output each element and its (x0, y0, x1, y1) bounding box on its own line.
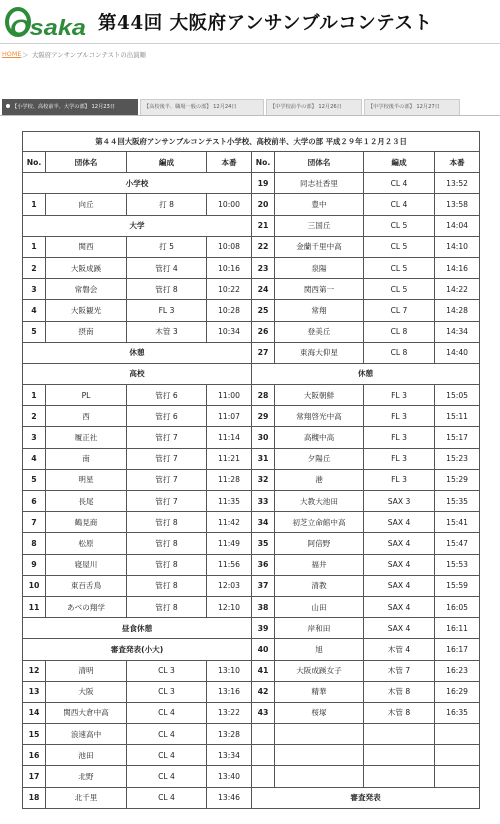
group-name: 長尾 (46, 491, 127, 512)
group-name: 豊中 (275, 194, 364, 215)
performance-time: 15:29 (435, 469, 480, 490)
entry-number: 10 (23, 575, 46, 596)
performance-time: 16:05 (435, 596, 480, 617)
osaka-logo[interactable] (4, 2, 90, 42)
group-name: 池田 (46, 745, 127, 766)
empty-cell (364, 745, 435, 766)
table-row (23, 300, 480, 321)
breadcrumb-home-link[interactable]: HOME (2, 50, 22, 58)
tab-label: 【小学校、高校前半、大学の部】 12月23日 (12, 104, 116, 110)
entry-number: 16 (23, 745, 46, 766)
formation: FL 3 (364, 469, 435, 490)
performance-time: 13:40 (207, 766, 252, 787)
group-name: 清明 (46, 660, 127, 681)
entry-number: 38 (252, 596, 275, 617)
group-name: 東海大仰星 (275, 342, 364, 363)
group-name: 桜塚 (275, 702, 364, 723)
group-name: 東百舌鳥 (46, 575, 127, 596)
group-name: 関西第一 (275, 279, 364, 300)
col-header-no: No. (252, 152, 275, 173)
site-title: 第44回 大阪府アンサンブルコンテスト (98, 13, 433, 34)
entry-number: 33 (252, 491, 275, 512)
performance-time: 13:28 (207, 724, 252, 745)
group-name: 履正社 (46, 427, 127, 448)
breadcrumb-current: 大阪府アンサンブルコンテストの出演順 (32, 51, 146, 59)
performance-time: 11:56 (207, 554, 252, 575)
formation: 木管 3 (127, 321, 207, 342)
table-row (23, 342, 480, 363)
table-row (23, 787, 480, 808)
group-name: 岸和田 (275, 618, 364, 639)
formation: 管打 8 (127, 533, 207, 554)
empty-cell (275, 745, 364, 766)
formation: CL 5 (364, 236, 435, 257)
entry-number: 18 (23, 787, 46, 808)
performance-time: 14:10 (435, 236, 480, 257)
table-row (23, 702, 480, 723)
group-name: 北野 (46, 766, 127, 787)
performance-time: 12:03 (207, 575, 252, 596)
formation: SAX 4 (364, 575, 435, 596)
formation: 管打 7 (127, 448, 207, 469)
entry-number: 22 (252, 236, 275, 257)
formation: 打 5 (127, 236, 207, 257)
formation: FL 3 (364, 385, 435, 406)
table-row (23, 533, 480, 554)
performance-time: 14:04 (435, 215, 480, 236)
site-header (0, 0, 500, 44)
table-row (23, 745, 480, 766)
formation: FL 3 (364, 427, 435, 448)
formation: 管打 8 (127, 512, 207, 533)
performance-time: 15:17 (435, 427, 480, 448)
performance-time: 15:11 (435, 406, 480, 427)
section-heading: 審査発表(小大) (23, 639, 252, 660)
group-name: 大阪成蹊 (46, 257, 127, 278)
formation: 管打 7 (127, 469, 207, 490)
formation: SAX 4 (364, 533, 435, 554)
table-row (23, 385, 480, 406)
table-row (23, 279, 480, 300)
performance-time: 13:46 (207, 787, 252, 808)
formation: CL 3 (127, 660, 207, 681)
entry-number: 1 (23, 194, 46, 215)
group-name: 大教大池田 (275, 491, 364, 512)
group-name: 港 (275, 469, 364, 490)
group-name: 常翔啓光中高 (275, 406, 364, 427)
performance-time: 11:21 (207, 448, 252, 469)
performance-time: 15:59 (435, 575, 480, 596)
table-row (23, 257, 480, 278)
tab-label: 【高校後半、職場一般の部】 12月24日 (144, 104, 237, 110)
table-row (23, 406, 480, 427)
table-row (23, 448, 480, 469)
entry-number: 35 (252, 533, 275, 554)
performance-time: 13:58 (435, 194, 480, 215)
group-name: 鶴見商 (46, 512, 127, 533)
group-name: 浪速高中 (46, 724, 127, 745)
group-name: 大阪成蹊女子 (275, 660, 364, 681)
group-name: PL (46, 385, 127, 406)
performance-time: 11:49 (207, 533, 252, 554)
formation: 木管 8 (364, 681, 435, 702)
entry-number: 5 (23, 321, 46, 342)
performance-time: 13:52 (435, 173, 480, 194)
group-name: 西 (46, 406, 127, 427)
section-heading: 休憩 (23, 342, 252, 363)
schedule-table (22, 131, 480, 809)
group-name: 常磐会 (46, 279, 127, 300)
group-name: 寝屋川 (46, 554, 127, 575)
group-name: 旭 (275, 639, 364, 660)
col-header-name: 団体名 (275, 152, 364, 173)
entry-number: 41 (252, 660, 275, 681)
empty-cell (435, 766, 480, 787)
entry-number: 23 (252, 257, 275, 278)
group-name: 精華 (275, 681, 364, 702)
group-name: 摂南 (46, 321, 127, 342)
tab-label: 【中学校後半の部】 12月27日 (368, 104, 440, 110)
group-name: 初芝立命館中高 (275, 512, 364, 533)
col-header-no: No. (23, 152, 46, 173)
table-row (23, 427, 480, 448)
formation: 管打 6 (127, 385, 207, 406)
empty-cell (275, 766, 364, 787)
empty-cell (435, 745, 480, 766)
table-row (23, 681, 480, 702)
table-row (23, 596, 480, 617)
formation: 管打 8 (127, 596, 207, 617)
section-heading: 休憩 (252, 363, 480, 384)
entry-number: 29 (252, 406, 275, 427)
entry-number: 39 (252, 618, 275, 639)
entry-number: 13 (23, 681, 46, 702)
group-name: 大阪朝鮮 (275, 385, 364, 406)
section-heading: 審査発表 (252, 787, 480, 808)
entry-number: 5 (23, 469, 46, 490)
formation: 管打 7 (127, 491, 207, 512)
group-name: 登美丘 (275, 321, 364, 342)
col-header-time: 本番 (435, 152, 480, 173)
group-name: 山田 (275, 596, 364, 617)
performance-time: 14:22 (435, 279, 480, 300)
performance-time: 16:35 (435, 702, 480, 723)
table-header-row (23, 152, 480, 173)
formation: CL 4 (127, 702, 207, 723)
entry-number: 6 (23, 491, 46, 512)
group-name: 向丘 (46, 194, 127, 215)
formation: CL 4 (127, 745, 207, 766)
formation: SAX 3 (364, 491, 435, 512)
empty-cell (252, 724, 275, 745)
formation: 管打 8 (127, 554, 207, 575)
group-name: 夕陽丘 (275, 448, 364, 469)
formation: CL 8 (364, 342, 435, 363)
table-row (23, 512, 480, 533)
entry-number: 17 (23, 766, 46, 787)
formation: CL 5 (364, 257, 435, 278)
formation: FL 3 (364, 406, 435, 427)
formation: CL 4 (127, 766, 207, 787)
group-name: 泉陽 (275, 257, 364, 278)
performance-time: 10:16 (207, 257, 252, 278)
empty-cell (364, 766, 435, 787)
section-heading: 大学 (23, 215, 252, 236)
empty-cell (435, 724, 480, 745)
tab-dec-26[interactable] (266, 99, 362, 115)
group-name: 金蘭千里中高 (275, 236, 364, 257)
formation: 管打 8 (127, 279, 207, 300)
entry-number: 3 (23, 427, 46, 448)
formation: 打 8 (127, 194, 207, 215)
empty-cell (252, 766, 275, 787)
performance-time: 10:00 (207, 194, 252, 215)
entry-number: 31 (252, 448, 275, 469)
section-heading: 小学校 (23, 173, 252, 194)
formation: 管打 6 (127, 406, 207, 427)
group-name: あべの翔学 (46, 596, 127, 617)
entry-number: 30 (252, 427, 275, 448)
performance-time: 14:40 (435, 342, 480, 363)
table-row (23, 660, 480, 681)
table-row (23, 724, 480, 745)
performance-time: 13:16 (207, 681, 252, 702)
performance-time: 15:41 (435, 512, 480, 533)
performance-time: 11:14 (207, 427, 252, 448)
tab-dec-24[interactable] (140, 99, 264, 115)
performance-time: 14:28 (435, 300, 480, 321)
entry-number: 2 (23, 257, 46, 278)
entry-number: 28 (252, 385, 275, 406)
group-name: 大阪観光 (46, 300, 127, 321)
formation: 管打 7 (127, 427, 207, 448)
formation: CL 8 (364, 321, 435, 342)
entry-number: 11 (23, 596, 46, 617)
entry-number: 4 (23, 300, 46, 321)
entry-number: 3 (23, 279, 46, 300)
performance-time: 16:11 (435, 618, 480, 639)
performance-time: 16:17 (435, 639, 480, 660)
formation: CL 4 (364, 173, 435, 194)
table-caption: 第４４回大阪府アンサンブルコンテスト小学校、高校前半、大学の部 平成２９年１２月２３日 (23, 132, 480, 152)
formation: SAX 4 (364, 596, 435, 617)
performance-time: 11:35 (207, 491, 252, 512)
formation: CL 3 (127, 681, 207, 702)
performance-time: 15:35 (435, 491, 480, 512)
entry-number: 24 (252, 279, 275, 300)
tab-label: 【中学校前半の部】 12月26日 (270, 104, 342, 110)
performance-time: 15:53 (435, 554, 480, 575)
performance-time: 11:07 (207, 406, 252, 427)
entry-number: 37 (252, 575, 275, 596)
table-row (23, 194, 480, 215)
formation: 木管 7 (364, 660, 435, 681)
table-row (23, 766, 480, 787)
entry-number: 9 (23, 554, 46, 575)
entry-number: 42 (252, 681, 275, 702)
performance-time: 16:29 (435, 681, 480, 702)
table-row (23, 491, 480, 512)
col-header-name: 団体名 (46, 152, 127, 173)
bullet-icon (6, 104, 10, 108)
table-row (23, 639, 480, 660)
entry-number: 21 (252, 215, 275, 236)
performance-time: 16:23 (435, 660, 480, 681)
performance-time: 10:28 (207, 300, 252, 321)
entry-number: 36 (252, 554, 275, 575)
formation: FL 3 (127, 300, 207, 321)
formation: SAX 4 (364, 554, 435, 575)
entry-number: 15 (23, 724, 46, 745)
col-header-time: 本番 (207, 152, 252, 173)
entry-number: 32 (252, 469, 275, 490)
entry-number: 8 (23, 533, 46, 554)
performance-time: 10:22 (207, 279, 252, 300)
formation: SAX 4 (364, 618, 435, 639)
tab-dec-27[interactable] (364, 99, 460, 115)
formation: 管打 8 (127, 575, 207, 596)
formation: CL 4 (364, 194, 435, 215)
entry-number: 1 (23, 236, 46, 257)
performance-time: 15:23 (435, 448, 480, 469)
group-name: 関西大倉中高 (46, 702, 127, 723)
performance-time: 15:47 (435, 533, 480, 554)
group-name: 関西 (46, 236, 127, 257)
group-name: 明星 (46, 469, 127, 490)
performance-time: 10:34 (207, 321, 252, 342)
formation: CL 4 (127, 724, 207, 745)
empty-cell (364, 724, 435, 745)
table-row (23, 321, 480, 342)
table-row (23, 173, 480, 194)
entry-number: 43 (252, 702, 275, 723)
entry-number: 20 (252, 194, 275, 215)
entry-number: 25 (252, 300, 275, 321)
entry-number: 14 (23, 702, 46, 723)
performance-time: 10:08 (207, 236, 252, 257)
group-name: 三国丘 (275, 215, 364, 236)
entry-number: 40 (252, 639, 275, 660)
entry-number: 34 (252, 512, 275, 533)
formation: SAX 4 (364, 512, 435, 533)
performance-time: 11:28 (207, 469, 252, 490)
section-heading: 昼食休憩 (23, 618, 252, 639)
table-row (23, 236, 480, 257)
table-row (23, 618, 480, 639)
logo-text: Osaka (10, 15, 87, 40)
formation: FL 3 (364, 448, 435, 469)
table-row (23, 554, 480, 575)
formation: CL 5 (364, 279, 435, 300)
entry-number: 4 (23, 448, 46, 469)
entry-number: 1 (23, 385, 46, 406)
formation: CL 7 (364, 300, 435, 321)
performance-time: 11:00 (207, 385, 252, 406)
schedule-body (23, 173, 480, 809)
formation: 管打 4 (127, 257, 207, 278)
empty-cell (275, 724, 364, 745)
group-name: 阿倍野 (275, 533, 364, 554)
entry-number: 7 (23, 512, 46, 533)
empty-cell (252, 745, 275, 766)
performance-time: 14:34 (435, 321, 480, 342)
section-heading: 高校 (23, 363, 252, 384)
performance-time: 15:05 (435, 385, 480, 406)
formation: 木管 4 (364, 639, 435, 660)
performance-time: 12:10 (207, 596, 252, 617)
col-header-formation: 編成 (127, 152, 207, 173)
formation: 木管 8 (364, 702, 435, 723)
performance-time: 11:42 (207, 512, 252, 533)
group-name: 清教 (275, 575, 364, 596)
table-row (23, 215, 480, 236)
day-tabs (0, 99, 500, 116)
entry-number: 27 (252, 342, 275, 363)
group-name: 松原 (46, 533, 127, 554)
entry-number: 26 (252, 321, 275, 342)
performance-time: 13:10 (207, 660, 252, 681)
group-name: 高槻中高 (275, 427, 364, 448)
group-name: 福井 (275, 554, 364, 575)
group-name: 大阪 (46, 681, 127, 702)
entry-number: 12 (23, 660, 46, 681)
table-row (23, 575, 480, 596)
table-row (23, 469, 480, 490)
breadcrumb-separator: ＞ (22, 51, 29, 59)
performance-time: 13:22 (207, 702, 252, 723)
performance-time: 14:16 (435, 257, 480, 278)
tab-dec-23[interactable] (2, 99, 138, 115)
entry-number: 2 (23, 406, 46, 427)
group-name: 北千里 (46, 787, 127, 808)
performance-time: 13:34 (207, 745, 252, 766)
formation: CL 5 (364, 215, 435, 236)
col-header-formation: 編成 (364, 152, 435, 173)
group-name: 常翔 (275, 300, 364, 321)
entry-number: 19 (252, 173, 275, 194)
group-name: 南 (46, 448, 127, 469)
formation: CL 4 (127, 787, 207, 808)
group-name: 同志社香里 (275, 173, 364, 194)
table-row (23, 363, 480, 384)
